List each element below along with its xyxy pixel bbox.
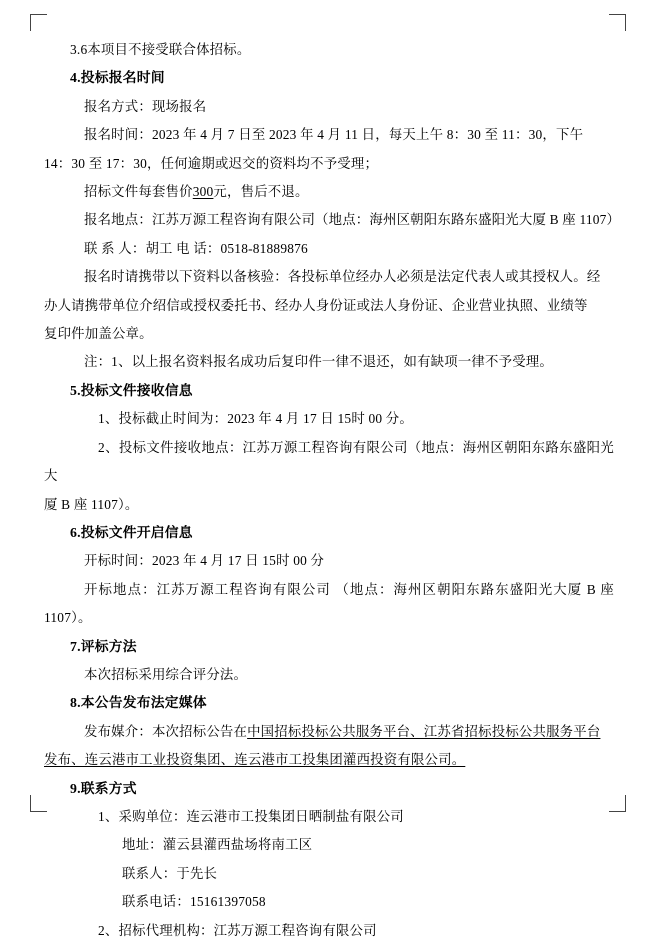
paragraph-evaluation-method: 本次招标采用综合评分法。 <box>84 666 248 682</box>
paragraph-registration-time-line1: 报名时间：2023 年 4 月 7 日至 2023 年 4 月 11 日，每天上午 8：30 至 11：30，下午 <box>84 127 584 143</box>
crop-mark-top-right <box>609 14 626 31</box>
publication-media-platforms: 中国招标投标公共服务平台、江苏省招标投标公共服务平台 <box>247 723 601 739</box>
heading-7-evaluation-method: 7.评标方法 <box>70 638 137 654</box>
paragraph-purchaser-phone: 联系电话：15161397058 <box>122 894 266 910</box>
paragraph-purchaser: 1、采购单位：连云港市工投集团日晒制盐有限公司 <box>98 808 404 824</box>
paragraph-purchaser-contact-person: 联系人：于先长 <box>122 865 218 881</box>
paragraph-materials-line1: 报名时请携带以下资料以备核验：各投标单位经办人必须是法定代表人或其授权人。经 <box>84 269 601 285</box>
paragraph-note-1: 注：1、以上报名资料报名成功后复印件一律不退还，如有缺项一律不予受理。 <box>84 354 553 370</box>
paragraph-bid-receipt-place-line2: 厦 B 座 1107）。 <box>44 496 139 512</box>
paragraph-materials-line3: 复印件加盖公章。 <box>44 326 153 342</box>
heading-6-bid-opening: 6.投标文件开启信息 <box>70 524 193 540</box>
paragraph-bid-deadline: 1、投标截止时间为：2023 年 4 月 17 日 15时 00 分。 <box>98 411 413 427</box>
paragraph-contact-line: 联 系 人：胡工 电 话：0518-81889876 <box>84 240 308 256</box>
document-body <box>44 36 621 945</box>
paragraph-publication-media-line2 <box>44 746 614 774</box>
paragraph-3-6: 3.6本项目不接受联合体招标。 <box>70 42 251 57</box>
publication-media-platforms-continued: 发布、连云港市工业投资集团、连云港市工投集团灌西投资有限公司。 <box>44 752 466 768</box>
paragraph-registration-method: 报名方式：现场报名 <box>84 98 207 114</box>
heading-4-registration-time: 4.投标报名时间 <box>70 70 165 86</box>
paragraph-publication-media-line1 <box>44 718 614 746</box>
paragraph-materials-line2: 办人请携带单位介绍信或授权委托书、经办人身份证或法人身份证、企业营业执照、业绩等 <box>44 297 588 313</box>
document-price-value: 300 <box>192 184 214 200</box>
paragraph-registration-place: 报名地点：江苏万源工程咨询有限公司（地点：海州区朝阳东路东盛阳光大厦 B 座 1107） <box>84 212 621 228</box>
publication-media-prefix: 发布媒介：本次招标公告在 <box>84 723 248 739</box>
heading-9-contact: 9.联系方式 <box>70 780 137 796</box>
paragraph-agency: 2、招标代理机构：江苏万源工程咨询有限公司 <box>98 922 377 938</box>
heading-8-publication-media: 8.本公告发布法定媒体 <box>70 695 207 711</box>
paragraph-document-price <box>44 178 614 206</box>
paragraph-registration-time-line2: 14：30 至 17：30，任何逾期或迟交的资料均不予受理； <box>44 155 379 171</box>
paragraph-purchaser-address: 地址：灌云县灌西盐场将南工区 <box>122 837 313 853</box>
crop-mark-top-left <box>30 14 47 31</box>
paragraph-bid-receipt-place-line1: 2、投标文件接收地点：江苏万源工程咨询有限公司（地点：海州区朝阳东路东盛阳光大 <box>44 439 614 484</box>
document-price-prefix: 招标文件每套售价 <box>84 184 193 200</box>
paragraph-bid-opening-time: 开标时间：2023 年 4 月 17 日 15时 00 分 <box>84 553 325 569</box>
document-price-suffix: 元，售后不退。 <box>213 184 309 200</box>
paragraph-bid-opening-place: 开标地点：江苏万源工程咨询有限公司 （地点：海州区朝阳东路东盛阳光大厦 B 座 1107）。 <box>44 581 614 626</box>
heading-5-bid-receipt: 5.投标文件接收信息 <box>70 382 193 398</box>
